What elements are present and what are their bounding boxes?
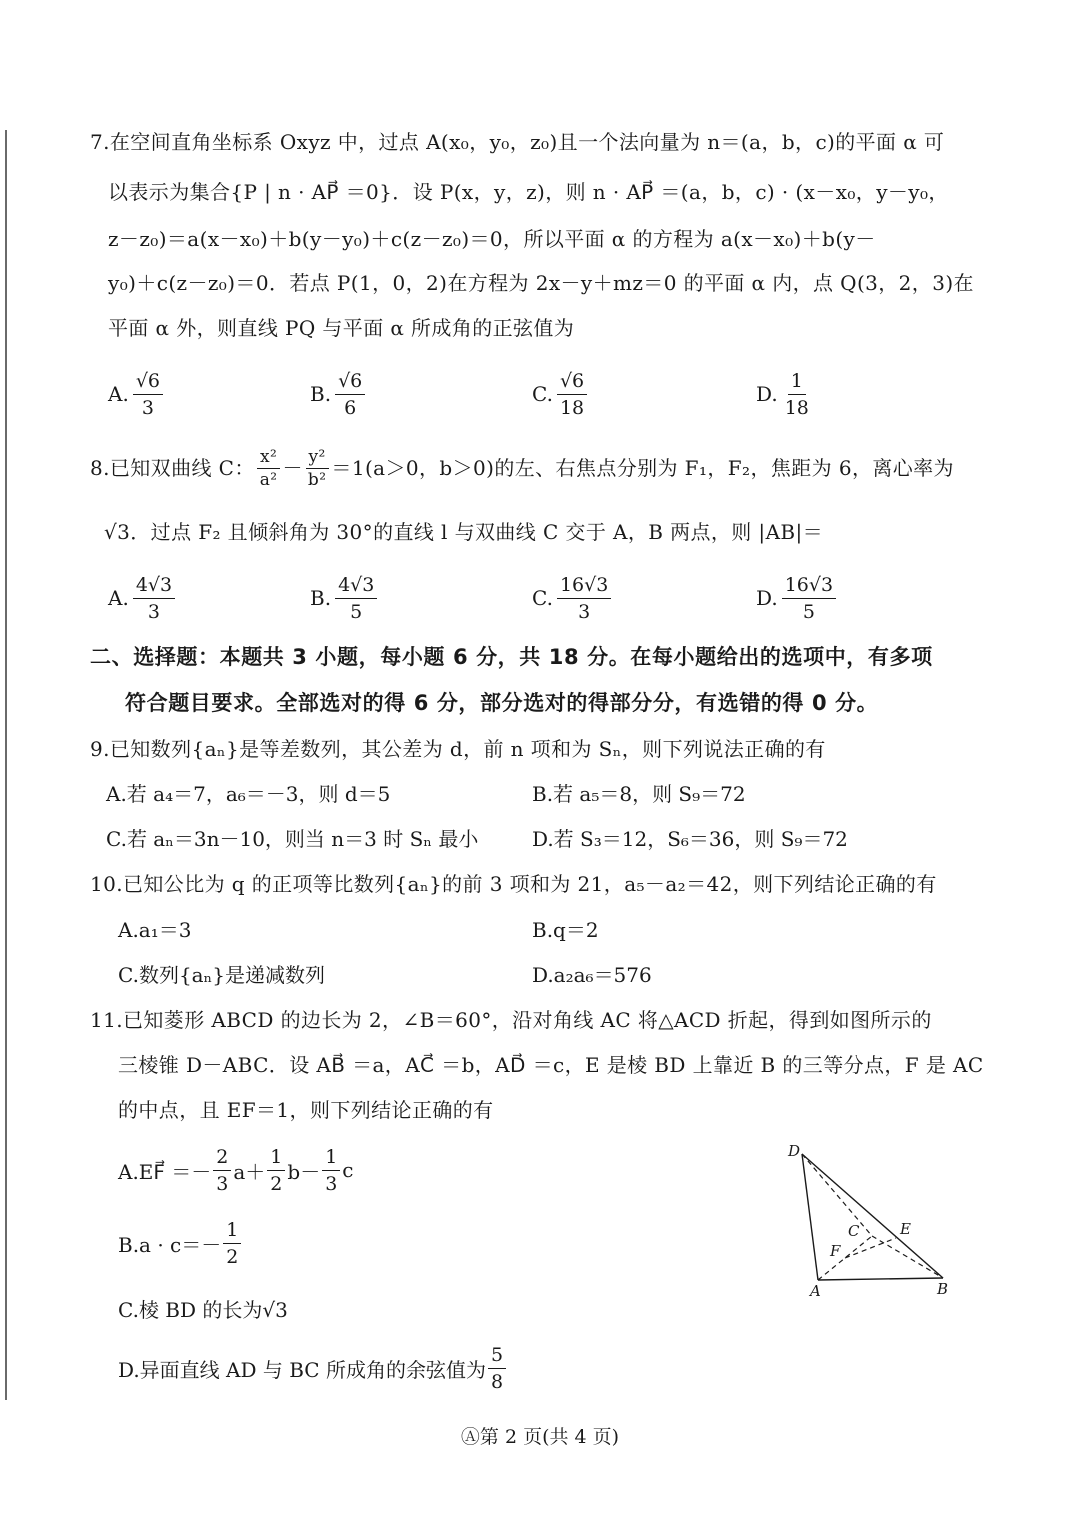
q7-line-1: 7.在空间直角坐标系 Oxyz 中，过点 A(x₀，y₀，z₀)且一个法向量为 n＝(a，b，c)的平面 α 可 bbox=[90, 130, 945, 154]
q11-line-2: 三棱锥 D－ABC．设 AB⃗ ＝a，AC⃗ ＝b，AD⃗ ＝c，E 是棱 BD 上靠近 B 的三等分点，F 是 AC bbox=[118, 1053, 984, 1077]
q8-option-d: D. $\frac{16√3}{5}$ bbox=[756, 570, 838, 626]
q7-option-b: B. $\frac{√6}{6}$ bbox=[310, 366, 367, 422]
segment-FE bbox=[845, 1238, 896, 1258]
edge-CB bbox=[872, 1236, 943, 1278]
q8-options bbox=[0, 570, 1080, 626]
q10-option-a: A.a₁＝3 bbox=[118, 918, 192, 942]
edge-DB bbox=[802, 1154, 943, 1278]
q10-option-d: D.a₂a₆＝576 bbox=[532, 963, 652, 987]
q8-line-2: √3．过点 F₂ 且倾斜角为 30°的直线 l 与双曲线 C 交于 A，B 两点，则 |AB|＝ bbox=[104, 520, 824, 544]
q11-option-d: D.异面直线 AD 与 BC 所成角的余弦值为 $\frac{5}{8}$ bbox=[118, 1340, 508, 1396]
q11-line-1: 11.已知菱形 ABCD 的边长为 2，∠B＝60°，沿对角线 AC 将△ACD 折起，得到如图所示的 bbox=[90, 1008, 932, 1032]
q11-option-b: B.a · c＝－ $\frac{1}{2}$ bbox=[118, 1215, 243, 1271]
edge-AB bbox=[818, 1278, 943, 1280]
q7-option-a: A. $\frac{√6}{3}$ bbox=[108, 366, 165, 422]
q10-stem: 10.已知公比为 q 的正项等比数列{aₙ}的前 3 项和为 21，a₅－a₂＝42，则下列结论正确的有 bbox=[90, 872, 937, 896]
edge-DC bbox=[802, 1154, 872, 1236]
q9-option-d: D.若 S₃＝12，S₆＝36，则 S₉＝72 bbox=[532, 827, 848, 851]
q7-line-3: z－z₀)＝a(x－x₀)＋b(y－y₀)＋c(z－z₀)＝0，所以平面 α 的方程为 a(x－x₀)＋b(y－ bbox=[108, 227, 876, 251]
q9-option-b: B.若 a₅＝8，则 S₉＝72 bbox=[532, 782, 746, 806]
q11-option-a: A.EF⃗ ＝－ $\frac{2}{3}$ a＋ $\frac{1}{2}$ b－ $\frac{1}{3}$ c bbox=[118, 1145, 354, 1195]
q8-option-b: B. $\frac{4√3}{5}$ bbox=[310, 570, 379, 626]
q10-option-c: C.数列{aₙ}是递减数列 bbox=[118, 963, 325, 987]
vertex-label-B: B bbox=[937, 1280, 949, 1298]
page-footer: Ⓐ第 2 页(共 4 页) bbox=[460, 1426, 620, 1448]
section-2-header-line-2: 符合题目要求。全部选对的得 6 分，部分选对的得部分分，有选错的得 0 分。 bbox=[125, 691, 879, 715]
q7-options bbox=[0, 366, 1080, 422]
q8-option-c: C. $\frac{16√3}{3}$ bbox=[532, 570, 613, 626]
vertex-label-C: C bbox=[848, 1222, 860, 1240]
q11-line-3: 的中点，且 EF＝1，则下列结论正确的有 bbox=[118, 1098, 494, 1122]
binding-margin-line bbox=[5, 130, 7, 1400]
section-2-header-line-1: 二、选择题：本题共 3 小题，每小题 6 分，共 18 分。在每小题给出的选项中，有多项 bbox=[90, 645, 933, 669]
vertex-label-D: D bbox=[788, 1142, 801, 1160]
q9-stem: 9.已知数列{aₙ}是等差数列，其公差为 d，前 n 项和为 Sₙ，则下列说法正确的有 bbox=[90, 737, 826, 761]
pyramid-figure bbox=[780, 1140, 950, 1300]
vertex-label-A: A bbox=[810, 1282, 821, 1300]
q11-option-c: C.棱 BD 的长为√3 bbox=[118, 1297, 288, 1322]
point-label-E: E bbox=[900, 1220, 911, 1238]
q7-line-2: 以表示为集合{P | n · AP⃗ ＝0}．设 P(x，y，z)，则 n · AP⃗ ＝(a，b，c) · (x－x₀，y－y₀， bbox=[108, 180, 949, 204]
q7-line-4: y₀)＋c(z－z₀)＝0．若点 P(1，0，2)在方程为 2x－y＋mz＝0 的平面 α 内，点 Q(3，2，3)在 bbox=[108, 271, 974, 295]
q7-option-d: D. $\frac{1}{18}$ bbox=[756, 369, 809, 419]
q7-option-c: C. $\frac{√6}{18}$ bbox=[532, 366, 589, 422]
q8-option-a: A. $\frac{4√3}{3}$ bbox=[108, 570, 177, 626]
q10-option-b: B.q＝2 bbox=[532, 918, 599, 942]
edge-DA bbox=[802, 1154, 818, 1280]
point-label-F: F bbox=[830, 1242, 841, 1260]
q9-option-c: C.若 aₙ＝3n－10，则当 n＝3 时 Sₙ 最小 bbox=[106, 827, 479, 851]
q9-option-a: A.若 a₄＝7，a₆＝－3，则 d＝5 bbox=[106, 782, 391, 806]
q8-line-1: 8.已知双曲线 C： $\frac{\text{x²}}{\text{a²}}$ － $\frac{\text{y²}}{\text{b²}}$ ＝1(a＞0，b＞0)的左、右焦点分别为 F₁，F₂，焦距为 6，离心率为 bbox=[90, 446, 954, 490]
q7-line-5: 平面 α 外，则直线 PQ 与平面 α 所成角的正弦值为 bbox=[108, 316, 575, 340]
